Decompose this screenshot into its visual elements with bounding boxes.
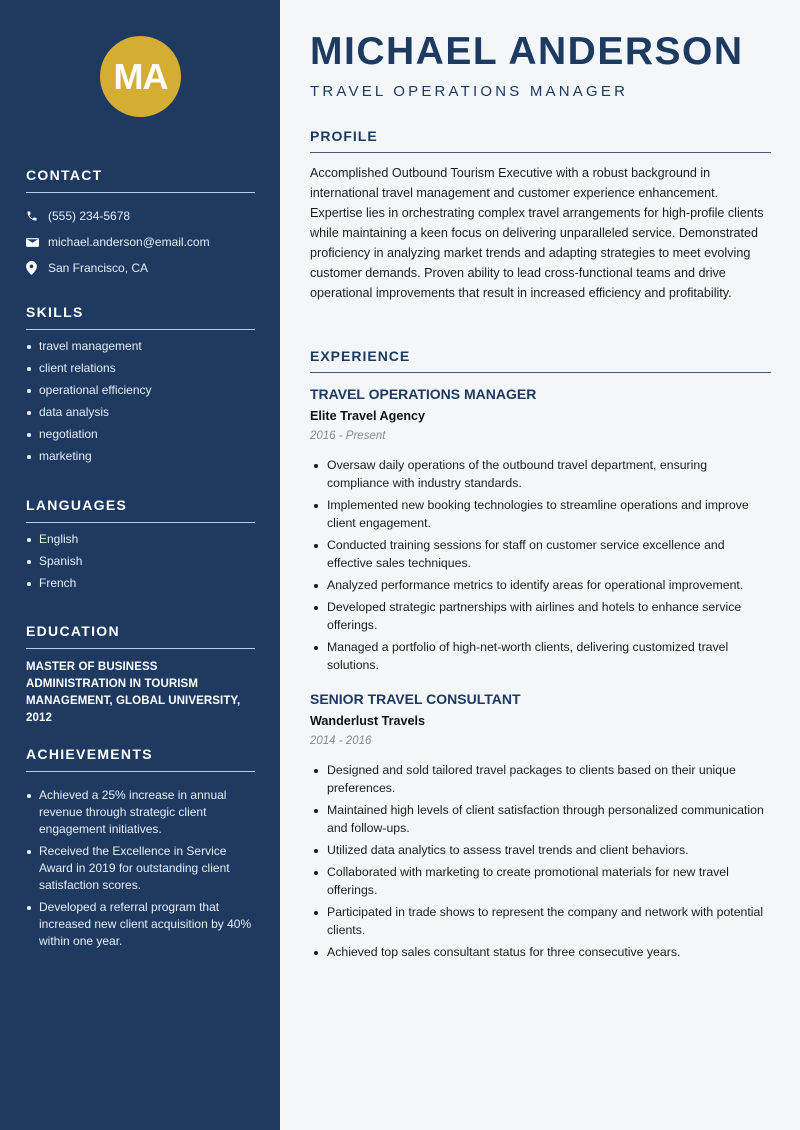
experience-heading: EXPERIENCE	[310, 348, 771, 373]
contact-phone	[26, 203, 255, 229]
achievement-item: Developed a referral program that increased new client acquisition by 40% within one year.	[26, 899, 255, 950]
skill-item: client relations	[26, 360, 255, 377]
experience-entry	[310, 386, 771, 678]
job-bullet: Managed a portfolio of high-net-worth clients, delivering customized travel solutions.	[310, 638, 771, 674]
job-title: SENIOR TRAVEL CONSULTANT	[310, 691, 521, 707]
job-bullet: Designed and sold tailored travel packages to clients based on their unique preferences.	[310, 761, 771, 797]
contact-heading: CONTACT	[26, 167, 255, 193]
education-section	[26, 623, 255, 727]
job-company: Wanderlust Travels	[310, 714, 426, 728]
job-bullet: Oversaw daily operations of the outbound travel department, ensuring compliance with industry standards.	[310, 456, 771, 492]
phone-text: (555) 234-5678	[48, 209, 131, 223]
job-title: TRAVEL OPERATIONS MANAGER	[310, 386, 537, 402]
skills-heading: SKILLS	[26, 304, 255, 330]
job-bullet: Developed strategic partnerships with airlines and hotels to enhance service offerings.	[310, 598, 771, 634]
achievements-list	[26, 787, 255, 950]
job-bullet: Collaborated with marketing to create promotional materials for new travel offerings.	[310, 863, 771, 899]
job-bullet: Conducted training sessions for staff on customer service excellence and effective sales techniques.	[310, 536, 771, 572]
skills-list	[26, 338, 255, 465]
email-text: michael.anderson@email.com	[48, 235, 210, 249]
sidebar	[0, 0, 280, 1130]
achievement-item: Received the Excellence in Service Award in 2019 for outstanding client satisfaction scores.	[26, 843, 255, 894]
education-heading: EDUCATION	[26, 623, 255, 649]
language-item: Spanish	[26, 553, 255, 570]
candidate-name: MICHAEL ANDERSON	[310, 30, 744, 73]
languages-heading: LANGUAGES	[26, 497, 255, 523]
job-dates: 2016 - Present	[310, 430, 386, 442]
job-bullet: Achieved top sales consultant status for three consecutive years.	[310, 943, 771, 961]
achievements-heading: ACHIEVEMENTS	[26, 746, 255, 772]
skill-item: data analysis	[26, 404, 255, 421]
skill-item: travel management	[26, 338, 255, 355]
skills-section	[26, 304, 255, 470]
languages-list	[26, 531, 255, 592]
languages-section	[26, 497, 255, 597]
language-item: French	[26, 575, 255, 592]
job-company: Elite Travel Agency	[310, 409, 426, 423]
skill-item: marketing	[26, 448, 255, 465]
achievement-item: Achieved a 25% increase in annual revenue through strategic client engagement initiatives.	[26, 787, 255, 838]
location-pin-icon	[26, 261, 48, 275]
achievements-section	[26, 746, 255, 955]
skill-item: negotiation	[26, 426, 255, 443]
skill-item: operational efficiency	[26, 382, 255, 399]
contact-section	[26, 167, 255, 281]
contact-location	[26, 255, 255, 281]
email-icon	[26, 237, 48, 248]
job-bullet: Implemented new booking technologies to streamline operations and improve client engagement.	[310, 496, 771, 532]
job-bullet: Utilized data analytics to assess travel trends and client behaviors.	[310, 841, 771, 859]
experience-entry	[310, 691, 771, 965]
location-text: San Francisco, CA	[48, 261, 149, 275]
contact-email	[26, 229, 255, 255]
job-bullet: Participated in trade shows to represent the company and network with potential clients.	[310, 903, 771, 939]
profile-summary: Accomplished Outbound Tourism Executive with a robust background in international travel management and customer experience enhancement. Expertise lies in orchestrating complex travel arrangements for high-profile clients while maintaining a keen focus on delivering unparalleled service. Demonstrated proficiency in analyzing market trends and adapting strategies to meet evolving customer demands. Proven ability to lead cross-functional teams and drive operational improvements that result in increased efficiency and profitability.	[310, 166, 764, 300]
job-title-header: TRAVEL OPERATIONS MANAGER	[310, 83, 629, 100]
job-bullets	[310, 456, 771, 674]
language-item: English	[26, 531, 255, 548]
phone-icon	[26, 210, 48, 222]
education-degree: MASTER OF BUSINESS ADMINISTRATION IN TOURISM MANAGEMENT, GLOBAL UNIVERSITY, 2012	[26, 661, 241, 724]
avatar	[100, 36, 181, 117]
job-bullet: Maintained high levels of client satisfaction through personalized communication and follow-ups.	[310, 801, 771, 837]
job-bullet: Analyzed performance metrics to identify areas for operational improvement.	[310, 576, 771, 594]
job-dates: 2014 - 2016	[310, 735, 372, 747]
profile-heading: PROFILE	[310, 128, 771, 153]
job-bullets	[310, 761, 771, 961]
avatar-initials: MA	[113, 55, 168, 97]
